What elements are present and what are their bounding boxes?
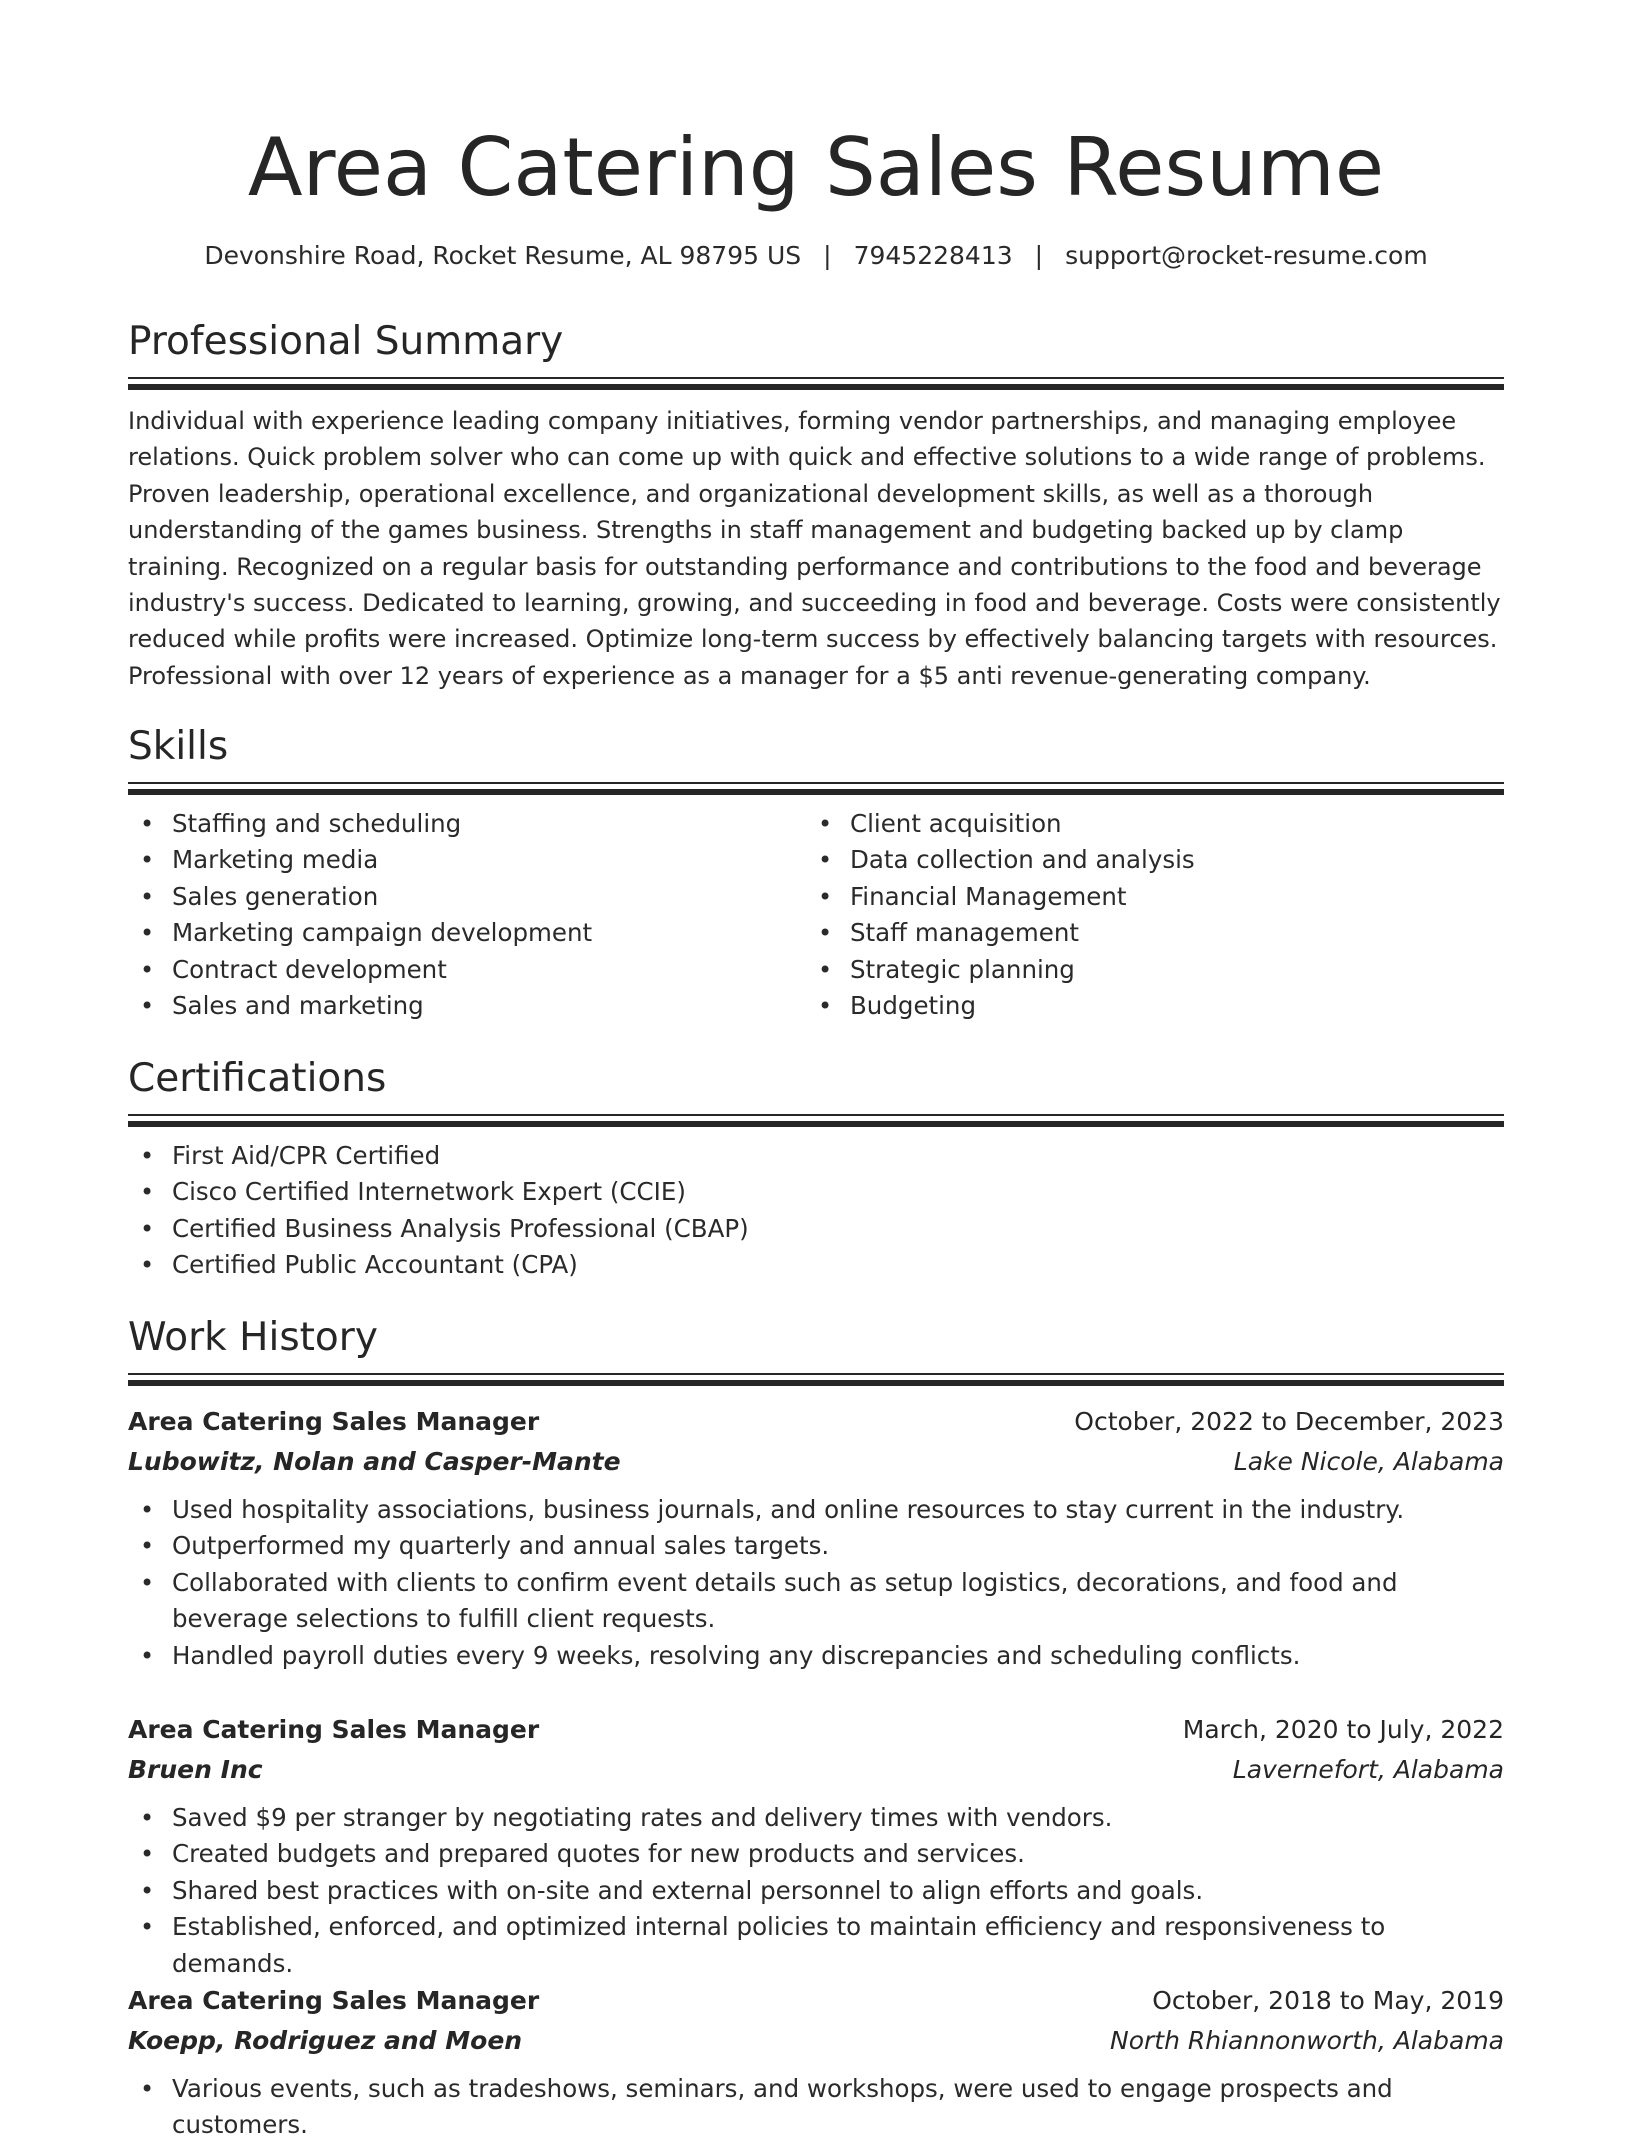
job-entry	[128, 1402, 1504, 1674]
skills-list-right	[806, 806, 1484, 1024]
job-location: Lavernefort, Alabama	[1232, 1755, 1504, 1784]
skill-item: • Sales and marketing	[128, 988, 806, 1024]
contact-line	[0, 236, 1632, 276]
job-location: Lake Nicole, Alabama	[1233, 1447, 1504, 1476]
job-duty: • Created budgets and prepared quotes for new products and services.	[128, 1836, 1504, 1872]
skills-heading: Skills	[128, 724, 229, 769]
skill-item: • Staffing and scheduling	[128, 806, 806, 842]
certification-item: • Certified Public Accountant (CPA)	[128, 1247, 1504, 1283]
skill-item: • Financial Management	[806, 879, 1484, 915]
certifications-list	[128, 1138, 1504, 1284]
section-divider	[128, 782, 1504, 798]
job-company: Lubowitz, Nolan and Casper-Mante	[128, 1447, 621, 1476]
skill-item: • Strategic planning	[806, 952, 1484, 988]
contact-email[interactable]: support@rocket-resume.com	[1065, 241, 1428, 270]
job-duties-list	[128, 1800, 1504, 1982]
job-header-row	[128, 1402, 1504, 1442]
skill-item: • Client acquisition	[806, 806, 1484, 842]
skill-item: • Marketing media	[128, 842, 806, 878]
summary-heading: Professional Summary	[128, 319, 564, 364]
work-history-heading: Work History	[128, 1315, 378, 1360]
skill-item: • Sales generation	[128, 879, 806, 915]
job-company: Koepp, Rodriguez and Moen	[128, 2026, 523, 2055]
section-divider	[128, 1114, 1504, 1130]
skills-columns	[128, 806, 1504, 1024]
contact-address: Devonshire Road, Rocket Resume, AL 98795 US	[204, 241, 802, 270]
certifications-heading: Certifications	[128, 1056, 387, 1101]
job-duty: • Various events, such as tradeshows, seminars, and workshops, were used to engage prospects and customers.	[128, 2071, 1504, 2144]
resume-title: Area Catering Sales Resume	[247, 121, 1385, 214]
job-duty: • Handled payroll duties every 9 weeks, resolving any discrepancies and scheduling conflicts.	[128, 1638, 1504, 1674]
job-company-row	[128, 2021, 1504, 2061]
job-location: North Rhiannonworth, Alabama	[1110, 2026, 1504, 2055]
contact-phone: 7945228413	[853, 241, 1013, 270]
job-header-row	[128, 1981, 1504, 2021]
job-dates: October, 2018 to May, 2019	[1152, 1986, 1504, 2015]
section-divider	[128, 377, 1504, 393]
skill-item: • Data collection and analysis	[806, 842, 1484, 878]
job-duty: • Saved $9 per stranger by negotiating rates and delivery times with vendors.	[128, 1800, 1504, 1836]
work-history-section	[128, 1311, 1504, 1389]
job-dates: October, 2022 to December, 2023	[1074, 1407, 1504, 1436]
job-duty: • Outperformed my quarterly and annual sales targets.	[128, 1528, 1504, 1564]
job-company-row	[128, 1442, 1504, 1482]
summary-section	[128, 315, 1504, 694]
job-header-row	[128, 1710, 1504, 1750]
job-duty: • Collaborated with clients to confirm event details such as setup logistics, decorations, and food and beverage selections to fulfill client requests.	[128, 1565, 1504, 1638]
contact-separator: |	[823, 241, 832, 270]
job-dates: March, 2020 to July, 2022	[1182, 1715, 1504, 1744]
job-entry	[128, 1710, 1504, 1982]
skills-list-left	[128, 806, 806, 1024]
job-duty: • Shared best practices with on-site and external personnel to align efforts and goals.	[128, 1873, 1504, 1909]
section-divider	[128, 1373, 1504, 1389]
certification-item: • First Aid/CPR Certified	[128, 1138, 1504, 1174]
job-company-row	[128, 1750, 1504, 1790]
job-company: Bruen Inc	[128, 1755, 263, 1784]
skill-item: • Contract development	[128, 952, 806, 988]
skill-item: • Marketing campaign development	[128, 915, 806, 951]
job-duty: • Established, enforced, and optimized internal policies to maintain efficiency and responsiveness to demands.	[128, 1909, 1504, 1982]
summary-text: Individual with experience leading company initiatives, forming vendor partnerships, and managing employee relations. Quick problem solver who can come up with quick and effective solutions to a wide range of problems. Proven leadership, operational excellence, and organizational development skills, as well as a thorough understanding of the games business. Strengths in staff management and budgeting backed up by clamp training. Recognized on a regular basis for outstanding performance and contributions to the food and beverage industry's success. Dedicated to learning, growing, and succeeding in food and beverage. Costs were consistently reduced while profits were increased. Optimize long-term success by effectively balancing targets with resources. Professional with over 12 years of experience as a manager for a $5 anti revenue-generating company.	[128, 407, 1501, 690]
certification-item: • Cisco Certified Internetwork Expert (CCIE)	[128, 1174, 1504, 1210]
job-title: Area Catering Sales Manager	[128, 1407, 540, 1436]
job-title: Area Catering Sales Manager	[128, 1986, 540, 2015]
job-entry	[128, 1981, 1504, 2144]
contact-separator: |	[1034, 241, 1044, 270]
certifications-section	[128, 1052, 1504, 1284]
skill-item: • Budgeting	[806, 988, 1484, 1024]
certification-item: • Certified Business Analysis Professional (CBAP)	[128, 1211, 1504, 1247]
skills-section	[128, 720, 1504, 1024]
skill-item: • Staff management	[806, 915, 1484, 951]
job-duty: • Used hospitality associations, business journals, and online resources to stay current in the industry.	[128, 1492, 1504, 1528]
job-title: Area Catering Sales Manager	[128, 1715, 540, 1744]
job-duties-list	[128, 1492, 1504, 1674]
job-duties-list	[128, 2071, 1504, 2144]
